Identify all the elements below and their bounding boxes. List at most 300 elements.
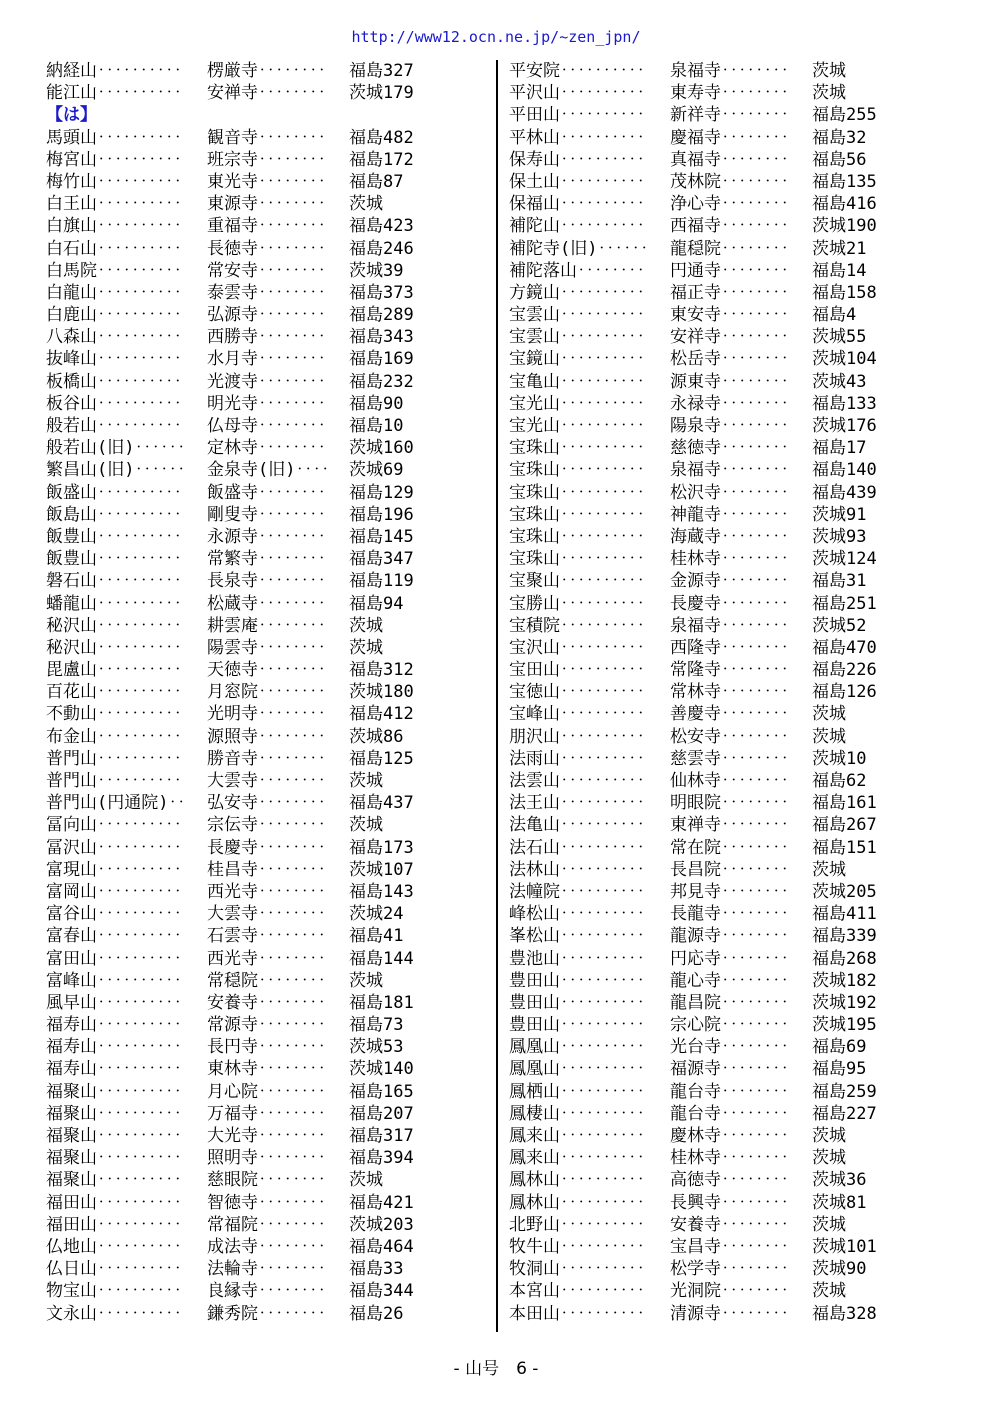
location-code: 茨城182 — [812, 970, 877, 991]
list-item — [509, 1192, 949, 1214]
list-item — [509, 104, 949, 126]
location-code: 茨城101 — [812, 1236, 877, 1257]
list-item — [509, 1014, 949, 1036]
temple-name: 泰雲寺‥‥‥‥ — [207, 282, 326, 303]
mountain-name: 白馬院‥‥‥‥‥ — [46, 260, 182, 281]
temple-name: 永源寺‥‥‥‥ — [207, 526, 326, 547]
mountain-name: 普門山(円通院)‥ — [46, 793, 186, 814]
temple-name: 剛叟寺‥‥‥‥ — [207, 504, 326, 525]
temple-name: 常在院‥‥‥‥ — [670, 837, 789, 858]
temple-name: 源照寺‥‥‥‥ — [207, 726, 326, 747]
location-code: 福島227 — [812, 1103, 877, 1124]
mountain-name: 宝光山‥‥‥‥‥ — [509, 393, 645, 414]
list-item — [509, 1214, 949, 1236]
temple-name: 善慶寺‥‥‥‥ — [670, 704, 789, 725]
list-item — [46, 437, 486, 459]
list-item — [509, 282, 949, 304]
mountain-name: 鳳凰山‥‥‥‥‥ — [509, 1037, 645, 1058]
location-code: 福島226 — [812, 660, 877, 681]
temple-name: 永禄寺‥‥‥‥ — [670, 393, 789, 414]
mountain-name: 鳳来山‥‥‥‥‥ — [509, 1148, 645, 1169]
location-code: 茨城10 — [812, 748, 867, 769]
list-item — [46, 881, 486, 903]
temple-name: 泉福寺‥‥‥‥ — [670, 61, 789, 81]
temple-name: 宗心院‥‥‥‥ — [670, 1015, 789, 1036]
location-code: 茨城 — [812, 1148, 846, 1169]
location-code: 茨城104 — [812, 349, 877, 370]
location-code: 福島69 — [812, 1037, 867, 1058]
list-item — [509, 659, 949, 681]
mountain-name: 福寿山‥‥‥‥‥ — [46, 1015, 182, 1036]
list-item — [509, 770, 949, 792]
mountain-name: 布金山‥‥‥‥‥ — [46, 726, 182, 747]
mountain-name: 補陀寺(旧)‥‥‥ — [509, 238, 649, 259]
list-item — [46, 570, 486, 592]
location-code: 福島251 — [812, 593, 877, 614]
mountain-name: 繁昌山(旧)‥‥‥ — [46, 460, 186, 481]
temple-name: 泉福寺‥‥‥‥ — [670, 460, 789, 481]
list-item — [46, 1214, 486, 1236]
location-code: 福島90 — [349, 393, 404, 414]
location-code: 茨城179 — [349, 83, 414, 104]
temple-name: 耕雲庵‥‥‥‥ — [207, 615, 326, 636]
temple-name: 常源寺‥‥‥‥ — [207, 1015, 326, 1036]
location-code: 福島339 — [812, 926, 877, 947]
mountain-name: 宝珠山‥‥‥‥‥ — [509, 460, 645, 481]
temple-name: 鎌秀院‥‥‥‥ — [207, 1303, 326, 1324]
temple-name: 東光寺‥‥‥‥ — [207, 171, 326, 192]
mountain-name: 平田山‥‥‥‥‥ — [509, 105, 645, 126]
mountain-name: 馬頭山‥‥‥‥‥ — [46, 127, 182, 148]
list-item — [46, 792, 486, 814]
mountain-name: 蟠龍山‥‥‥‥‥ — [46, 593, 182, 614]
section-label: 【は】 — [46, 105, 97, 126]
location-code: 福島259 — [812, 1081, 877, 1102]
location-code: 福島181 — [349, 992, 414, 1013]
mountain-name: 富峰山‥‥‥‥‥ — [46, 970, 182, 991]
location-code: 福島289 — [349, 305, 414, 326]
location-code: 福島126 — [812, 682, 877, 703]
location-code: 茨城 — [812, 1126, 846, 1146]
temple-name: 龍源寺‥‥‥‥ — [670, 926, 789, 947]
list-item — [46, 1192, 486, 1214]
temple-name: 龍昌院‥‥‥‥ — [670, 992, 789, 1013]
location-code: 茨城36 — [812, 1170, 867, 1191]
location-code: 福島439 — [812, 482, 877, 503]
list-item — [509, 393, 949, 415]
location-code: 福島133 — [812, 393, 877, 414]
mountain-name: 法幢院‥‥‥‥‥ — [509, 881, 645, 902]
list-item — [46, 326, 486, 348]
location-code: 茨城190 — [812, 216, 877, 237]
temple-name: 東林寺‥‥‥‥ — [207, 1059, 326, 1080]
temple-name: 明眼院‥‥‥‥ — [670, 793, 789, 814]
temple-name: 常繁寺‥‥‥‥ — [207, 549, 326, 570]
list-item — [509, 570, 949, 592]
list-item — [46, 726, 486, 748]
location-code: 茨城192 — [812, 992, 877, 1013]
temple-name: 飯盛寺‥‥‥‥ — [207, 482, 326, 503]
temple-name: 良縁寺‥‥‥‥ — [207, 1281, 326, 1302]
temple-name: 弘安寺‥‥‥‥ — [207, 793, 326, 814]
list-item — [509, 859, 949, 881]
temple-name: 仙林寺‥‥‥‥ — [670, 771, 789, 791]
list-item — [509, 371, 949, 393]
list-item — [46, 992, 486, 1014]
temple-name: 大光寺‥‥‥‥ — [207, 1126, 326, 1146]
temple-name: 桂林寺‥‥‥‥ — [670, 549, 789, 570]
mountain-name: 梅竹山‥‥‥‥‥ — [46, 171, 182, 192]
list-item — [46, 459, 486, 481]
temple-name: 智徳寺‥‥‥‥ — [207, 1192, 326, 1213]
list-item — [509, 792, 949, 814]
list-item — [509, 726, 949, 748]
temple-name: 安養寺‥‥‥‥ — [670, 1214, 789, 1235]
list-item — [509, 171, 949, 193]
mountain-name: 富谷山‥‥‥‥‥ — [46, 904, 182, 925]
temple-name: 邦見寺‥‥‥‥ — [670, 881, 789, 902]
list-item — [46, 681, 486, 703]
location-code: 茨城 — [812, 726, 846, 747]
list-item — [46, 260, 486, 282]
location-code: 茨城195 — [812, 1015, 877, 1036]
location-code: 茨城69 — [349, 460, 404, 481]
temple-name: 西光寺‥‥‥‥ — [207, 881, 326, 902]
mountain-name: 板谷山‥‥‥‥‥ — [46, 393, 182, 414]
location-code: 福島423 — [349, 216, 414, 237]
page-url-header[interactable]: http://www12.ocn.ne.jp/~zen_jpn/ — [351, 28, 641, 46]
mountain-name: 方鏡山‥‥‥‥‥ — [509, 282, 645, 303]
mountain-name: 福聚山‥‥‥‥‥ — [46, 1081, 182, 1102]
mountain-name: 保福山‥‥‥‥‥ — [509, 194, 645, 215]
temple-name: 長慶寺‥‥‥‥ — [207, 837, 326, 858]
location-code: 福島470 — [812, 637, 877, 658]
list-item — [46, 282, 486, 304]
temple-name: 明光寺‥‥‥‥ — [207, 393, 326, 414]
temple-name: 陽雲寺‥‥‥‥ — [207, 637, 326, 658]
temple-name: 楞厳寺‥‥‥‥ — [207, 61, 326, 81]
mountain-name: 法雲山‥‥‥‥‥ — [509, 771, 645, 791]
location-code: 茨城 — [349, 615, 383, 636]
temple-name: 重福寺‥‥‥‥ — [207, 216, 326, 237]
mountain-name: 鳳来山‥‥‥‥‥ — [509, 1126, 645, 1146]
location-code: 福島173 — [349, 837, 414, 858]
mountain-name: 富岡山‥‥‥‥‥ — [46, 881, 182, 902]
temple-name: 長龍寺‥‥‥‥ — [670, 904, 789, 925]
list-item — [46, 859, 486, 881]
mountain-name: 白王山‥‥‥‥‥ — [46, 194, 182, 215]
list-item — [509, 814, 949, 836]
mountain-name: 峰松山‥‥‥‥‥ — [509, 904, 645, 925]
list-item — [46, 593, 486, 615]
location-code: 福島482 — [349, 127, 414, 148]
page-footer: - 山号 6 - — [453, 1359, 539, 1379]
mountain-name: 補陀山‥‥‥‥‥ — [509, 216, 645, 237]
location-code: 茨城 — [349, 815, 383, 836]
list-item — [46, 1036, 486, 1058]
list-item — [509, 437, 949, 459]
list-item — [46, 127, 486, 149]
mountain-name: 飯豊山‥‥‥‥‥ — [46, 549, 182, 570]
list-item — [46, 526, 486, 548]
mountain-name: 白鹿山‥‥‥‥‥ — [46, 305, 182, 326]
mountain-name: 鳳凰山‥‥‥‥‥ — [509, 1059, 645, 1080]
location-code: 福島169 — [349, 349, 414, 370]
mountain-name: 文永山‥‥‥‥‥ — [46, 1303, 182, 1324]
mountain-name: 平林山‥‥‥‥‥ — [509, 127, 645, 148]
location-code: 福島33 — [349, 1259, 404, 1280]
mountain-name: 鳳棲山‥‥‥‥‥ — [509, 1103, 645, 1124]
temple-name: 勝音寺‥‥‥‥ — [207, 748, 326, 769]
temple-name: 長昌院‥‥‥‥ — [670, 859, 789, 880]
mountain-name: 豊池山‥‥‥‥‥ — [509, 948, 645, 969]
list-item — [509, 482, 949, 504]
list-item — [46, 238, 486, 260]
location-code: 茨城 — [812, 859, 846, 880]
list-item — [509, 82, 949, 104]
location-code: 茨城160 — [349, 438, 414, 459]
location-code: 福島347 — [349, 549, 414, 570]
mountain-name: 牧牛山‥‥‥‥‥ — [509, 1236, 645, 1257]
list-item — [46, 814, 486, 836]
location-code: 茨城52 — [812, 615, 867, 636]
location-code: 福島143 — [349, 881, 414, 902]
mountain-name: 富田山‥‥‥‥‥ — [46, 948, 182, 969]
location-code: 福島17 — [812, 438, 867, 459]
location-code: 福島411 — [812, 904, 877, 925]
list-item — [46, 659, 486, 681]
list-item — [509, 992, 949, 1014]
location-code: 茨城90 — [812, 1259, 867, 1280]
list-item — [509, 548, 949, 570]
mountain-name: 法石山‥‥‥‥‥ — [509, 837, 645, 858]
list-item — [46, 171, 486, 193]
list-item — [509, 526, 949, 548]
location-code: 茨城86 — [349, 726, 404, 747]
mountain-name: 宝珠山‥‥‥‥‥ — [509, 482, 645, 503]
temple-name: 大雲寺‥‥‥‥ — [207, 771, 326, 791]
list-item — [509, 881, 949, 903]
mountain-name: 白石山‥‥‥‥‥ — [46, 238, 182, 259]
location-code: 福島62 — [812, 771, 867, 791]
location-code: 福島32 — [812, 127, 867, 148]
list-item — [509, 326, 949, 348]
mountain-name: 仏地山‥‥‥‥‥ — [46, 1236, 182, 1257]
temple-name: 神龍寺‥‥‥‥ — [670, 504, 789, 525]
temple-name: 常穏院‥‥‥‥ — [207, 970, 326, 991]
mountain-name: 飯豊山‥‥‥‥‥ — [46, 526, 182, 547]
mountain-name: 宝峰山‥‥‥‥‥ — [509, 704, 645, 725]
list-item — [509, 193, 949, 215]
temple-name: 茂林院‥‥‥‥ — [670, 171, 789, 192]
location-code: 茨城91 — [812, 504, 867, 525]
list-item — [46, 1169, 486, 1191]
mountain-name: 豊田山‥‥‥‥‥ — [509, 1015, 645, 1036]
list-item — [509, 1169, 949, 1191]
temple-name: 桂昌寺‥‥‥‥ — [207, 859, 326, 880]
mountain-name: 平沢山‥‥‥‥‥ — [509, 83, 645, 104]
location-code: 福島464 — [349, 1236, 414, 1257]
mountain-name: 法亀山‥‥‥‥‥ — [509, 815, 645, 836]
temple-name: 松安寺‥‥‥‥ — [670, 726, 789, 747]
location-code: 福島416 — [812, 194, 877, 215]
list-item — [509, 948, 949, 970]
temple-name: 松蔵寺‥‥‥‥ — [207, 593, 326, 614]
list-item — [509, 593, 949, 615]
temple-name: 円通寺‥‥‥‥ — [670, 260, 789, 281]
location-code: 福島196 — [349, 504, 414, 525]
mountain-name: 福聚山‥‥‥‥‥ — [46, 1148, 182, 1169]
mountain-name: 秘沢山‥‥‥‥‥ — [46, 637, 182, 658]
mountain-name: 福寿山‥‥‥‥‥ — [46, 1037, 182, 1058]
list-item — [509, 348, 949, 370]
mountain-name: 鳳栖山‥‥‥‥‥ — [509, 1081, 645, 1102]
list-item — [46, 149, 486, 171]
list-item — [46, 371, 486, 393]
mountain-name: 般若山‥‥‥‥‥ — [46, 416, 182, 436]
location-code: 福島26 — [349, 1303, 404, 1324]
temple-name: 陽泉寺‥‥‥‥ — [670, 416, 789, 436]
temple-name: 東安寺‥‥‥‥ — [670, 305, 789, 326]
temple-name: 福正寺‥‥‥‥ — [670, 282, 789, 303]
list-item — [509, 1103, 949, 1125]
location-code: 福島31 — [812, 571, 867, 592]
mountain-name: 峯松山‥‥‥‥‥ — [509, 926, 645, 947]
temple-name: 慈雲寺‥‥‥‥ — [670, 748, 789, 769]
temple-name: 宝昌寺‥‥‥‥ — [670, 1236, 789, 1257]
list-item — [509, 837, 949, 859]
location-code: 福島373 — [349, 282, 414, 303]
location-code: 福島328 — [812, 1303, 877, 1324]
mountain-name: 福田山‥‥‥‥‥ — [46, 1214, 182, 1235]
location-code: 福島41 — [349, 926, 404, 947]
mountain-name: 福聚山‥‥‥‥‥ — [46, 1103, 182, 1124]
list-item — [46, 82, 486, 104]
temple-name: 浄心寺‥‥‥‥ — [670, 194, 789, 215]
list-item — [509, 703, 949, 725]
temple-name: 松岳寺‥‥‥‥ — [670, 349, 789, 370]
temple-name: 月窓院‥‥‥‥ — [207, 682, 326, 703]
list-item — [509, 304, 949, 326]
temple-name: 弘源寺‥‥‥‥ — [207, 305, 326, 326]
list-item — [46, 1280, 486, 1302]
temple-name: 月心院‥‥‥‥ — [207, 1081, 326, 1102]
list-item — [46, 970, 486, 992]
location-code: 福島207 — [349, 1103, 414, 1124]
location-code: 茨城43 — [812, 371, 867, 392]
location-code: 茨城124 — [812, 549, 877, 570]
location-code: 福島151 — [812, 837, 877, 858]
mountain-name: 豊田山‥‥‥‥‥ — [509, 992, 645, 1013]
temple-name: 仏母寺‥‥‥‥ — [207, 416, 326, 436]
temple-name: 常安寺‥‥‥‥ — [207, 260, 326, 281]
mountain-name: 納経山‥‥‥‥‥ — [46, 61, 182, 81]
list-item — [46, 60, 486, 82]
location-code: 茨城 — [349, 637, 383, 658]
temple-name: 源東寺‥‥‥‥ — [670, 371, 789, 392]
mountain-name: 飯島山‥‥‥‥‥ — [46, 504, 182, 525]
list-item — [509, 1036, 949, 1058]
mountain-name: 富春山‥‥‥‥‥ — [46, 926, 182, 947]
mountain-name: 梅宮山‥‥‥‥‥ — [46, 149, 182, 170]
location-code: 福島135 — [812, 171, 877, 192]
mountain-name: 宝珠山‥‥‥‥‥ — [509, 438, 645, 459]
list-item — [509, 415, 949, 437]
location-code: 福島343 — [349, 327, 414, 348]
location-code: 福島14 — [812, 260, 867, 281]
mountain-name: 冨向山‥‥‥‥‥ — [46, 815, 182, 836]
list-item — [46, 615, 486, 637]
list-item — [46, 504, 486, 526]
list-item — [46, 948, 486, 970]
mountain-name: 本田山‥‥‥‥‥ — [509, 1303, 645, 1324]
temple-name: 安養寺‥‥‥‥ — [207, 992, 326, 1013]
temple-name: 宗伝寺‥‥‥‥ — [207, 815, 326, 836]
list-item — [46, 1303, 486, 1325]
temple-name: 成法寺‥‥‥‥ — [207, 1236, 326, 1257]
mountain-name: 朋沢山‥‥‥‥‥ — [509, 726, 645, 747]
temple-name: 定林寺‥‥‥‥ — [207, 438, 326, 459]
list-item — [509, 748, 949, 770]
list-item — [509, 1125, 949, 1147]
location-code: 福島394 — [349, 1148, 414, 1169]
location-code: 茨城39 — [349, 260, 404, 281]
location-code: 福島312 — [349, 660, 414, 681]
mountain-name: 宝亀山‥‥‥‥‥ — [509, 371, 645, 392]
list-item — [509, 238, 949, 260]
list-item — [509, 459, 949, 481]
location-code: 福島73 — [349, 1015, 404, 1036]
mountain-name: 福聚山‥‥‥‥‥ — [46, 1170, 182, 1191]
temple-name: 海蔵寺‥‥‥‥ — [670, 526, 789, 547]
location-code: 茨城55 — [812, 327, 867, 348]
mountain-name: 八森山‥‥‥‥‥ — [46, 327, 182, 348]
temple-name: 龍穏院‥‥‥‥ — [670, 238, 789, 259]
left-column — [46, 60, 486, 1325]
location-code: 福島145 — [349, 526, 414, 547]
location-code: 福島125 — [349, 748, 414, 769]
temple-name: 光渡寺‥‥‥‥ — [207, 371, 326, 392]
mountain-name: 抜峰山‥‥‥‥‥ — [46, 349, 182, 370]
location-code: 福島327 — [349, 61, 414, 81]
temple-name: 安祥寺‥‥‥‥ — [670, 327, 789, 348]
list-item — [46, 637, 486, 659]
list-item — [509, 1303, 949, 1325]
location-code: 茨城24 — [349, 904, 404, 925]
mountain-name: 法王山‥‥‥‥‥ — [509, 793, 645, 814]
list-item — [509, 127, 949, 149]
temple-name: 照明寺‥‥‥‥ — [207, 1148, 326, 1169]
temple-name: 慈眼院‥‥‥‥ — [207, 1170, 326, 1191]
temple-name: 慈徳寺‥‥‥‥ — [670, 438, 789, 459]
list-item — [46, 1014, 486, 1036]
mountain-name: 法雨山‥‥‥‥‥ — [509, 748, 645, 769]
mountain-name: 般若山(旧)‥‥‥ — [46, 438, 186, 459]
location-code: 福島267 — [812, 815, 877, 836]
location-code: 福島246 — [349, 238, 414, 259]
temple-name: 安禅寺‥‥‥‥ — [207, 83, 326, 104]
location-code: 茨城107 — [349, 859, 414, 880]
temple-name: 長泉寺‥‥‥‥ — [207, 571, 326, 592]
list-item — [46, 1103, 486, 1125]
location-code: 福島268 — [812, 948, 877, 969]
temple-name: 泉福寺‥‥‥‥ — [670, 615, 789, 636]
temple-name: 慶林寺‥‥‥‥ — [670, 1126, 789, 1146]
mountain-name: 仏日山‥‥‥‥‥ — [46, 1259, 182, 1280]
mountain-name: 普門山‥‥‥‥‥ — [46, 771, 182, 791]
mountain-name: 風早山‥‥‥‥‥ — [46, 992, 182, 1013]
mountain-name: 北野山‥‥‥‥‥ — [509, 1214, 645, 1235]
